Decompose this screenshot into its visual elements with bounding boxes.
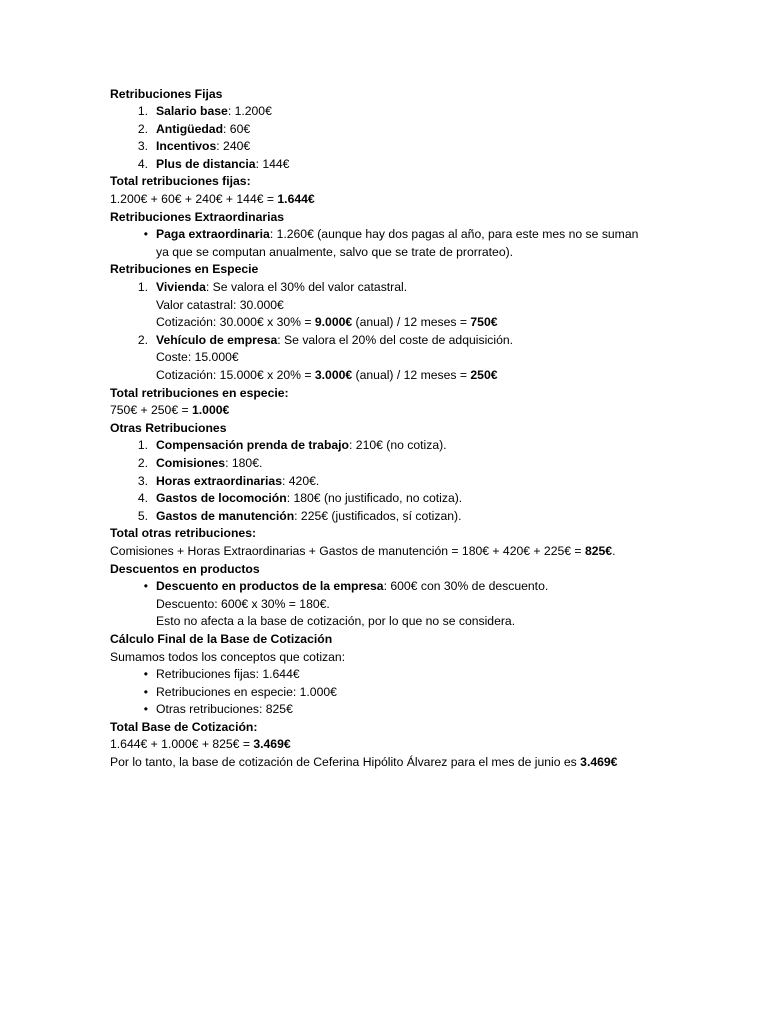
- item-label: Plus de distancia: [156, 156, 256, 171]
- list-number: 4.: [137, 156, 148, 171]
- bullet-icon: •: [143, 579, 148, 594]
- total-result: 825€: [584, 543, 613, 558]
- list-number: 1.: [137, 438, 148, 453]
- item-label: Descuento en productos de la empresa: [156, 579, 384, 594]
- item-text: Retribuciones fijas: 1.644€: [156, 667, 300, 682]
- total-result: 1.644€: [277, 192, 315, 207]
- list-number: 1.: [137, 104, 148, 119]
- list-item: [110, 490, 670, 508]
- list-item: [110, 701, 670, 719]
- heading-total-fijas: Total retribuciones fijas:: [110, 174, 251, 189]
- list-item: [110, 279, 670, 297]
- total-result: 3.469€: [253, 737, 291, 752]
- list-item: [110, 666, 670, 684]
- item-value: : 210€ (no cotiza).: [349, 438, 447, 453]
- item-label: Gastos de locomoción: [156, 491, 287, 506]
- item-value: : 1.200€: [227, 104, 272, 119]
- list-item: [110, 684, 670, 702]
- item-label: Gastos de manutención: [156, 508, 295, 523]
- total-fijas-line: [110, 191, 670, 209]
- list-number: 4.: [137, 491, 148, 506]
- item-value: : Se valora el 20% del coste de adquisición.: [277, 332, 514, 347]
- item-value: : 144€: [255, 156, 290, 171]
- calc-annual: 9.000€: [314, 315, 353, 330]
- calc-result: 250€: [470, 368, 498, 382]
- item-label: Salario base: [156, 104, 228, 119]
- item-text: Otras retribuciones: 825€: [156, 702, 293, 717]
- item-value: : 600€ con 30% de descuento.: [383, 579, 549, 594]
- list-item: [110, 103, 670, 121]
- list-item: [110, 121, 670, 139]
- calc-text: Cotización: 15.000€ x 20% =: [156, 368, 315, 382]
- item-note: Esto no afecta a la base de cotización, por lo que no se considera.: [156, 614, 516, 629]
- total-especie-line: [110, 402, 670, 420]
- bullet-icon: •: [143, 227, 148, 242]
- item-calculation: [110, 367, 670, 385]
- total-formula: 1.200€ + 60€ + 240€ + 144€ =: [110, 192, 278, 207]
- item-detail: Descuento: 600€ x 30% = 180€.: [156, 596, 330, 611]
- total-end: .: [612, 543, 616, 558]
- item-label: Paga extraordinaria: [156, 227, 270, 242]
- total-base-line: [110, 736, 670, 754]
- heading-total-otras: Total otras retribuciones:: [110, 526, 257, 541]
- item-label: Comisiones: [156, 455, 226, 470]
- list-item: [110, 578, 670, 596]
- list-number: 1.: [137, 280, 148, 295]
- calc-annual: 3.000€: [314, 368, 353, 382]
- list-number: 2.: [137, 121, 148, 136]
- heading-descuentos: Descuentos en productos: [110, 561, 260, 576]
- heading-total-base: Total Base de Cotización:: [110, 719, 258, 734]
- total-otras-line: [110, 543, 670, 561]
- list-item: [110, 138, 670, 156]
- calc-text: Cotización: 30.000€ x 30% =: [156, 315, 315, 330]
- item-value: : 225€ (justificados, sí cotizan).: [294, 508, 462, 523]
- total-formula: 750€ + 250€ =: [110, 403, 193, 418]
- calc-result: 750€: [470, 315, 498, 330]
- item-label: Horas extraordinarias: [156, 473, 282, 488]
- item-text: Retribuciones en especie: 1.000€: [156, 684, 337, 699]
- heading-retribuciones-especie: Retribuciones en Especie: [110, 262, 259, 277]
- list-item: [110, 156, 670, 174]
- item-label: Incentivos: [156, 139, 217, 154]
- list-number: 3.: [137, 139, 148, 154]
- list-item: [110, 508, 670, 526]
- heading-calculo-final: Cálculo Final de la Base de Cotización: [110, 631, 333, 646]
- item-value: : 180€ (no justificado, no cotiza).: [286, 491, 463, 506]
- item-label: Vehículo de empresa: [156, 332, 278, 347]
- item-detail: Valor catastral: 30.000€: [156, 297, 284, 312]
- heading-retribuciones-extraordinarias: Retribuciones Extraordinarias: [110, 209, 285, 224]
- item-value: : 240€: [216, 139, 251, 154]
- item-value: : 180€.: [225, 455, 263, 470]
- item-label: Antigüedad: [156, 121, 224, 136]
- document-body: [110, 86, 670, 772]
- list-item: [110, 473, 670, 491]
- list-number: 5.: [137, 508, 148, 523]
- calc-text: (anual) / 12 meses =: [352, 368, 471, 382]
- item-value: : 420€.: [282, 473, 320, 488]
- item-value: : 1.260€ (aunque hay dos pagas al año, para este mes no se suman: [269, 227, 639, 242]
- list-item: [110, 455, 670, 473]
- list-item: [110, 332, 670, 350]
- item-detail: Coste: 15.000€: [156, 350, 239, 365]
- item-continuation: ya que se computan anualmente, salvo que se trate de prorrateo).: [156, 244, 514, 259]
- total-result: 1.000€: [192, 403, 230, 418]
- total-formula: 1.644€ + 1.000€ + 825€ =: [110, 737, 254, 752]
- item-label: Vivienda: [156, 280, 206, 295]
- item-calculation: [110, 314, 670, 332]
- conclusion-text: Por lo tanto, la base de cotización de Ceferina Hipólito Álvarez para el mes de junio es: [110, 755, 581, 770]
- conclusion-result: 3.469€: [580, 755, 618, 770]
- heading-total-especie: Total retribuciones en especie:: [110, 385, 289, 400]
- list-item: [110, 226, 670, 244]
- list-number: 3.: [137, 473, 148, 488]
- bullet-icon: •: [143, 684, 148, 699]
- bullet-icon: •: [143, 667, 148, 682]
- list-number: 2.: [137, 455, 148, 470]
- list-item: [110, 437, 670, 455]
- item-label: Compensación prenda de trabajo: [156, 438, 350, 453]
- conclusion-line: [110, 754, 670, 772]
- total-formula: Comisiones + Horas Extraordinarias + Gastos de manutención = 180€ + 420€ + 225€ =: [110, 543, 585, 558]
- bullet-icon: •: [143, 702, 148, 717]
- item-value: : 60€: [223, 121, 251, 136]
- heading-otras-retribuciones: Otras Retribuciones: [110, 420, 227, 435]
- list-number: 2.: [137, 332, 148, 347]
- calculo-intro: Sumamos todos los conceptos que cotizan:: [110, 649, 346, 664]
- heading-retribuciones-fijas: Retribuciones Fijas: [110, 86, 223, 101]
- item-value: : Se valora el 30% del valor catastral.: [205, 280, 408, 295]
- calc-text: (anual) / 12 meses =: [352, 315, 471, 330]
